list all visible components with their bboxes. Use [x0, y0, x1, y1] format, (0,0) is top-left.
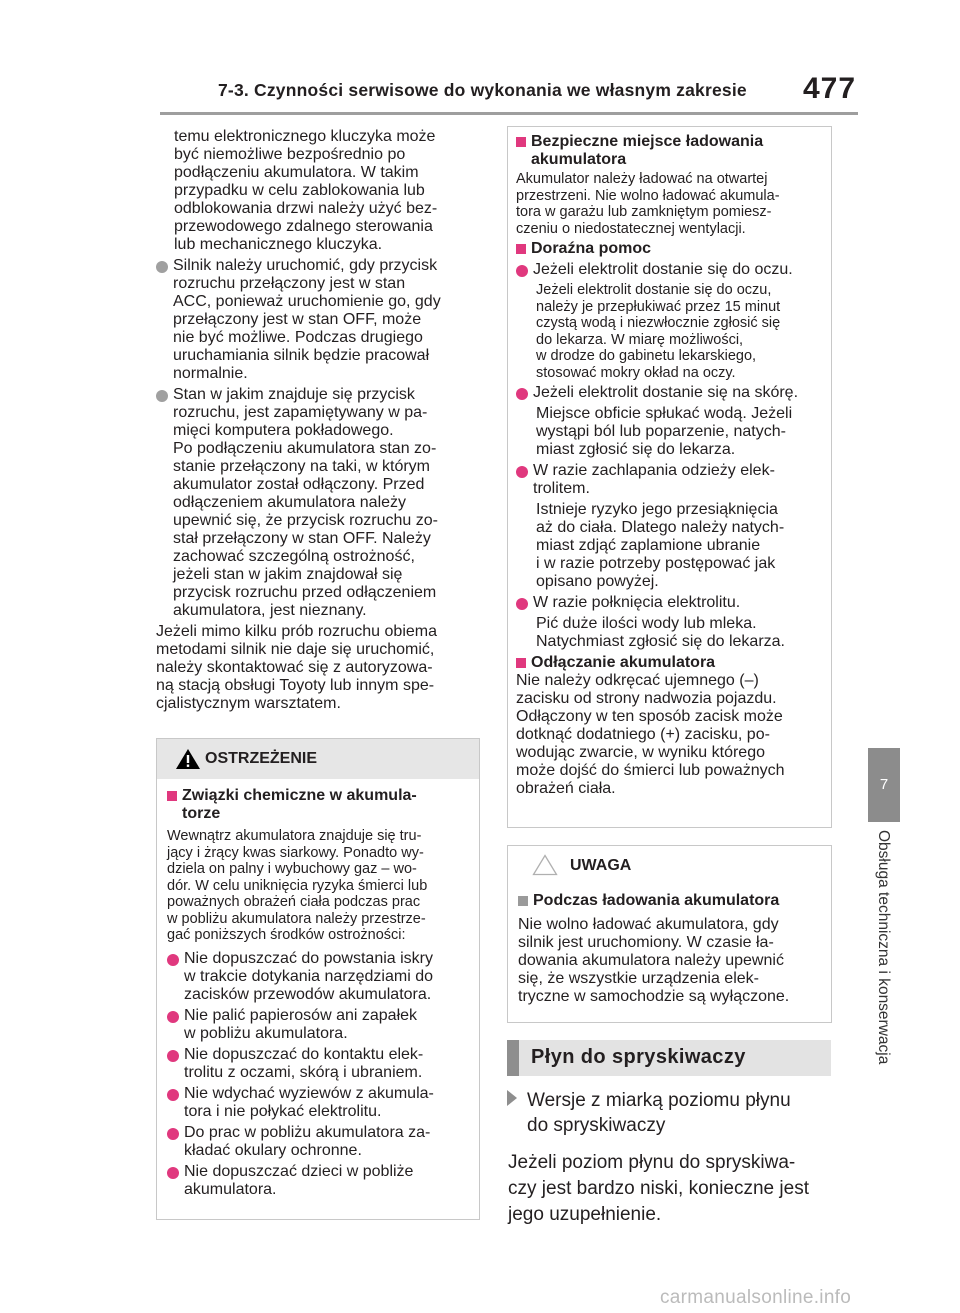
text-line: dotknąć dodatniego (+) zacisku, po-: [516, 726, 770, 743]
text-line: Wewnątrz akumulatora znajduje się tru-: [167, 828, 422, 844]
text-line: czeniu o niedostatecznej wentylacji.: [516, 220, 746, 237]
text-line: kładać okulary ochronne.: [184, 1141, 362, 1159]
warning-bullet-item: [167, 1085, 469, 1121]
text-line: opisano powyżej.: [536, 573, 659, 590]
text-line: Silnik należy uruchomić, gdy przycisk: [173, 257, 438, 274]
text-line: miast zdjąć zaplamione ubranie: [536, 537, 761, 554]
text-line: uruchamiania silnik będzie pracował: [173, 347, 430, 364]
warning-triangle-icon: [175, 748, 201, 770]
text-line: torze: [182, 805, 221, 822]
text-line: dór. W celu uniknięcia ryzyka śmierci lub: [167, 877, 428, 894]
text-line: akumulatora, jest nieznany.: [173, 602, 367, 619]
text-line: tora i nie połykać elektrolitu.: [184, 1102, 382, 1120]
first-aid-item-heading: [516, 594, 823, 612]
text-lines: [518, 916, 821, 1006]
text-line: Nie należy odkręcać ujemnego (–): [516, 672, 759, 689]
warning-bullet-list: [167, 950, 469, 1199]
text-line: dowania akumulatora należy upewnić: [518, 952, 784, 969]
page-number: 477: [803, 72, 857, 105]
text-line: lub mechanicznego kluczyka.: [174, 236, 383, 253]
warning-bullet-item: [167, 1163, 469, 1199]
text-line: silnik jest uruchomiony. W czasie ła-: [518, 934, 774, 951]
warning-title: OSTRZEŻENIE: [205, 750, 318, 767]
text-line: w pobliżu akumulatora należy przestrze-: [167, 910, 426, 927]
text-line: W razie zachlapania odzieży elek-: [533, 462, 775, 479]
text-line: przypadku w celu zablokowania lub: [174, 182, 425, 199]
text-line: Jeżeli elektrolit dostanie się na skórę.: [533, 384, 799, 401]
text-line: Akumulator należy ładować na otwartej: [516, 171, 768, 187]
paragraph: [156, 623, 486, 713]
text-line: zachować szczególną ostrożność,: [173, 548, 415, 565]
text-line: trolitu z oczami, skórą i ubraniem.: [184, 1063, 423, 1081]
text-line: w pobliżu akumulatora.: [184, 1024, 348, 1042]
text-line: Nie wdychać wyziewów z akumula-: [184, 1084, 434, 1102]
text-line: ACC, ponieważ uruchomienie go, gdy: [173, 293, 441, 310]
text-line: czystą wodą i niezwłocznie zgłosić się: [536, 315, 781, 331]
text-line: Nie wolno ładować akumulatora, gdy: [518, 916, 779, 933]
text-line: Jeżeli elektrolit dostanie się do oczu,: [536, 282, 772, 298]
notice-section-title: Podczas ładowania akumulatora: [518, 892, 821, 910]
notice-title: UWAGA: [570, 857, 632, 874]
watermark: carmanualsonline.info: [660, 1287, 852, 1308]
first-aid-item-body: [516, 501, 823, 591]
text-line: stał przełączony w stan OFF. Należy: [173, 530, 431, 547]
text-line: Nie dopuszczać dzieci w pobliże: [184, 1162, 414, 1180]
text-line: Jeżeli poziom płynu do spryskiwa-: [508, 1152, 796, 1173]
fluid-paragraph: [508, 1150, 838, 1228]
text-line: do lekarza. W miarę możliwości,: [536, 331, 744, 348]
intro-lines: [167, 828, 469, 944]
text-line: akumulatora.: [184, 1180, 277, 1198]
text-lines: [508, 1150, 838, 1228]
text-line: Stan w jakim znajduje się przycisk: [173, 386, 415, 403]
text-line: w drodze do gabinetu lekarskiego,: [536, 348, 757, 364]
text-line: miast zgłosić się do lekarza.: [536, 441, 736, 458]
paragraph-lines: [156, 623, 486, 713]
text-line: wystąpi ból lub poparzenie, natych-: [536, 423, 786, 440]
text-line: poważnych obrażeń ciała podczas prac: [167, 894, 421, 910]
warning-box-header: [157, 739, 479, 779]
text-line: i w razie potrzeby postępować jak: [536, 555, 776, 572]
warning-bullet-item: [167, 1007, 469, 1043]
notice-box: [507, 845, 832, 1023]
chapter-label: Obsługa techniczna i konserwacja: [875, 830, 892, 1065]
text-line: przestrzeni. Nie wolno ładować akumula-: [516, 187, 780, 204]
text-lines: [516, 672, 823, 798]
text-line: nie być możliwe. Podczas drugiego: [173, 329, 423, 346]
bullet-item: [156, 386, 486, 620]
text-line: Do prac w pobliżu akumulatora za-: [184, 1123, 431, 1141]
section-header-accent: [507, 1040, 519, 1076]
warning-intro: [167, 828, 469, 944]
text-line: odblokowania drzwi należy użyć bez-: [174, 200, 438, 217]
warning-section-title: [167, 787, 469, 823]
text-line: zacisku od strony nadwozia pojazdu.: [516, 690, 777, 707]
arrow-right-icon: [507, 1090, 517, 1106]
text-line: Nie dopuszczać do kontaktu elek-: [184, 1045, 424, 1063]
text-line: Nie dopuszczać do powstania iskry: [184, 949, 434, 967]
bullet-lines: [173, 386, 486, 620]
warning-box: [156, 738, 480, 1220]
safe-charging-title: [516, 133, 823, 169]
text-line: tora w garażu lub zamkniętym pomiesz-: [516, 204, 772, 220]
text-line: odłączeniem akumulatora należy: [173, 494, 407, 511]
first-aid-item-heading: [516, 384, 823, 402]
text-line: może dojść do śmierci lub poważnych: [516, 762, 785, 779]
text-line: Pić duże ilości wody lub mleka.: [536, 615, 757, 632]
text-line: aż do ciała. Dlatego należy natych-: [536, 519, 785, 536]
text-line: Jeżeli mimo kilku prób rozruchu obiema: [156, 623, 437, 640]
text-line: jego uzupełnienie.: [508, 1204, 662, 1225]
text-line: rozruchu przełączony jest w stan: [173, 275, 406, 292]
text-line: się, że wszystkie urządzenia elek-: [518, 970, 759, 987]
bullet-lines: [173, 257, 486, 383]
first-aid-item-heading: [516, 462, 823, 498]
text-line: Odłączony w ten sposób zacisk może: [516, 708, 783, 725]
text-line: jeżeli stan w jakim znajdował się: [173, 566, 403, 583]
first-aid-item-body: [516, 282, 823, 381]
first-aid-list: [516, 261, 823, 651]
first-aid-item-body: [516, 405, 823, 459]
text-line: Miejsce obficie spłukać wodą. Jeżeli: [536, 405, 793, 422]
text-line: temu elektronicznego kluczyka może: [174, 128, 436, 145]
text-line: przełączony jest w stan OFF, może: [173, 311, 422, 328]
variant-line-1: Wersje z miarką poziomu płynu: [527, 1090, 791, 1111]
text-line: tryczne w samochodzie są wyłączone.: [518, 988, 790, 1005]
text-line: gać poniższych środków ostrożności:: [167, 927, 406, 943]
left-column: [156, 128, 486, 713]
text-line: Istnieje ryzyko jego przesiąknięcia: [536, 501, 778, 518]
text-line: Związki chemiczne w akumula-: [182, 787, 417, 804]
text-line: mięci komputera pokładowego.: [173, 422, 394, 439]
text-line: czy jest bardzo niski, konieczne jest: [508, 1178, 809, 1199]
warning-box-continued: [507, 126, 832, 828]
continued-paragraph: [156, 128, 486, 254]
text-line: akumulatora: [531, 151, 627, 168]
text-line: Natychmiast zgłosić się do lekarza.: [536, 633, 785, 650]
title-lines: [531, 133, 823, 169]
text-lines: [516, 171, 823, 237]
text-line: należy skontaktować się z autoryzowa-: [156, 659, 433, 676]
text-line: W razie połknięcia elektrolitu.: [533, 594, 741, 611]
text-line: cjalistycznym warsztatem.: [156, 695, 341, 712]
caution-triangle-icon: [532, 854, 558, 876]
first-aid-item-heading: [516, 261, 823, 279]
text-line: Jeżeli elektrolit dostanie się do oczu.: [533, 261, 793, 278]
chapter-tab: 7: [868, 748, 900, 822]
running-header: 7-3. Czynności serwisowe do wykonania we własnym zakresie: [218, 80, 747, 100]
text-line: normalnie.: [173, 365, 248, 382]
text-line: Po podłączeniu akumulatora stan zo-: [173, 440, 437, 457]
safe-charging-text: [516, 171, 823, 237]
text-line: wodując zwarcie, w wyniku którego: [516, 744, 765, 761]
warning-bullet-item: [167, 1046, 469, 1082]
text-line: obrażeń ciała.: [516, 780, 616, 797]
text-line: rozruchu, jest zapamiętywany w pa-: [173, 404, 428, 421]
text-line: Nie palić papierosów ani zapałek: [184, 1006, 418, 1024]
variant-item: [507, 1088, 791, 1138]
text-line: ną stacją obsługi Toyoty lub innym spe-: [156, 677, 435, 694]
text-line: podłączeniu akumulatora. W takim: [174, 164, 419, 181]
text-line: upewnić się, że przycisk rozruchu zo-: [173, 512, 438, 529]
notice-text: [518, 916, 821, 1006]
text-line: trolitem.: [533, 480, 590, 497]
notice-box-header: [508, 846, 831, 886]
text-line: być niemożliwe bezpośrednio po: [174, 146, 406, 163]
variant-line-2: do spryskiwaczy: [527, 1115, 666, 1136]
first-aid-item-body: [516, 615, 823, 651]
warning-bullet-item: [167, 1124, 469, 1160]
warning-bullet-item: [167, 950, 469, 1004]
section-title: Płyn do spryskiwaczy: [531, 1046, 746, 1068]
text-line: Bezpieczne miejsce ładowania: [531, 133, 764, 150]
text-line: należy je przepłukiwać przez 15 minut: [536, 298, 781, 315]
text-line: stanie przełączony na taki, w którym: [173, 458, 430, 475]
disconnect-text: [516, 672, 823, 798]
text-line: metodami silnik nie daje się uruchomić,: [156, 641, 435, 658]
text-line: dziela on palny i wybuchowy gaz – wo-: [167, 861, 417, 877]
paragraph-lines: [174, 128, 486, 254]
disconnect-title: Odłączanie akumulatora: [516, 654, 823, 672]
header-rule: [160, 112, 858, 115]
section-title-lines: [182, 787, 469, 823]
first-aid-title: Doraźna pomoc: [516, 240, 823, 258]
text-line: przewodowego zdalnego sterowania: [174, 218, 433, 235]
text-line: przycisk rozruchu przed odłączeniem: [173, 584, 437, 601]
text-line: zacisków przewodów akumulatora.: [184, 985, 432, 1003]
text-line: w trakcie dotykania narzędziami do: [184, 967, 434, 985]
bullet-item: [156, 257, 486, 383]
text-line: jący i żrący kwas siarkowy. Ponadto wy-: [167, 844, 424, 861]
text-line: akumulator został odłączony. Przed: [173, 476, 425, 493]
text-line: stosować mokry okład na oczy.: [536, 364, 736, 381]
